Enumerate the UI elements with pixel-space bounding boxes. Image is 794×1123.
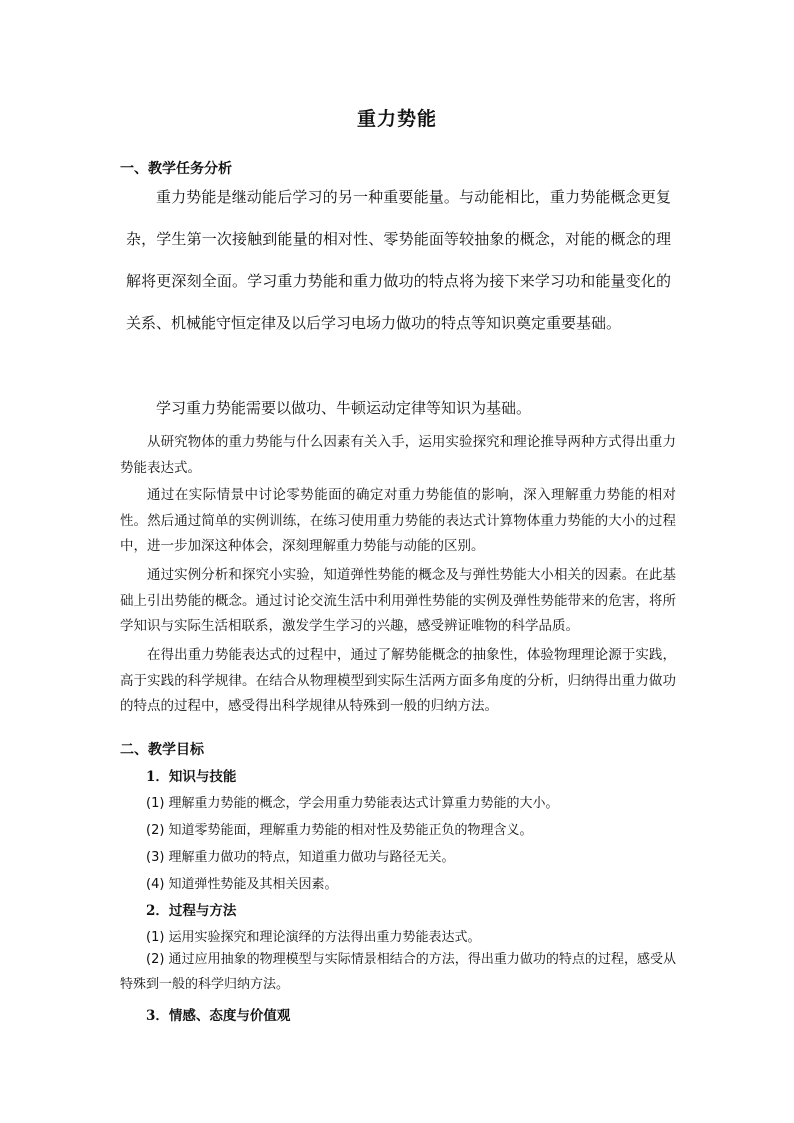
subsection-heading-knowledge: 1．知识与技能 <box>146 769 237 785</box>
paragraph: 在得出重力势能表达式的过程中，通过了解势能概念的抽象性，体验物理理论源于实践，高于实践的科学规律。在结合从物理模型到实际生活两方面多角度的分析，归纳得出重力做功的特点的过程中，感受得出科学规律从特殊到一般的归纳方法。 <box>120 647 676 714</box>
list-item: (2) 通过应用抽象的物理模型与实际情景相结合的方法，得出重力做功的特点的过程，感受从特殊到一般的科学归纳方法。 <box>120 952 676 992</box>
list-item: (1) 运用实验探究和理论演绎的方法得出重力势能表达式。 <box>146 930 481 945</box>
subsection-heading-process: 2．过程与方法 <box>146 903 237 919</box>
subsection-heading-attitude: 3．情感、态度与价值观 <box>146 1008 291 1024</box>
paragraph: 重力势能是继动能后学习的另一种重要能量。与动能相比，重力势能概念更复杂，学生第一次接触到能量的相对性、零势能面等较抽象的概念，对能的概念的理解将更深刻全面。学习重力势能和重力做功的特点将为接下来学习功和能量变化的关系、机械能守恒定律及以后学习电场力做功的特点等知识奠定重要基础。 <box>126 188 671 332</box>
paragraph: 学习重力势能需要以做功、牛顿运动定律等知识为基础。 <box>156 399 532 417</box>
section-heading-task-analysis: 一、教学任务分析 <box>120 161 232 177</box>
list-item: (1) 理解重力势能的概念，学会用重力势能表达式计算重力势能的大小。 <box>146 796 559 811</box>
list-item: (3) 理解重力做功的特点，知道重力做功与路径无关。 <box>146 850 455 865</box>
paragraph: 通过实例分析和探究小实验，知道弹性势能的概念及与弹性势能大小相关的因素。在此基础上引出势能的概念。通过讨论交流生活中利用弹性势能的实例及弹性势能带来的危害，将所学知识与实际生活相联系，激发学生学习的兴趣，感受辨证唯物的科学品质。 <box>120 567 676 634</box>
paragraph: 从研究物体的重力势能与什么因素有关入手，运用实验探究和理论推导两种方式得出重力势能表达式。 <box>120 434 676 476</box>
list-item: (2) 知道零势能面，理解重力势能的相对性及势能正负的物理含义。 <box>146 823 533 838</box>
section-heading-teaching-goals: 二、教学目标 <box>120 742 204 758</box>
list-item: (4) 知道弹性势能及其相关因素。 <box>146 877 338 892</box>
document-title: 重力势能 <box>356 108 437 130</box>
paragraph: 通过在实际情景中讨论零势能面的确定对重力势能值的影响，深入理解重力势能的相对性。然后通过简单的实例训练，在练习使用重力势能的表达式计算物体重力势能的大小的过程中，进一步加深这种体会，深刻理解重力势能与动能的区别。 <box>120 487 676 554</box>
